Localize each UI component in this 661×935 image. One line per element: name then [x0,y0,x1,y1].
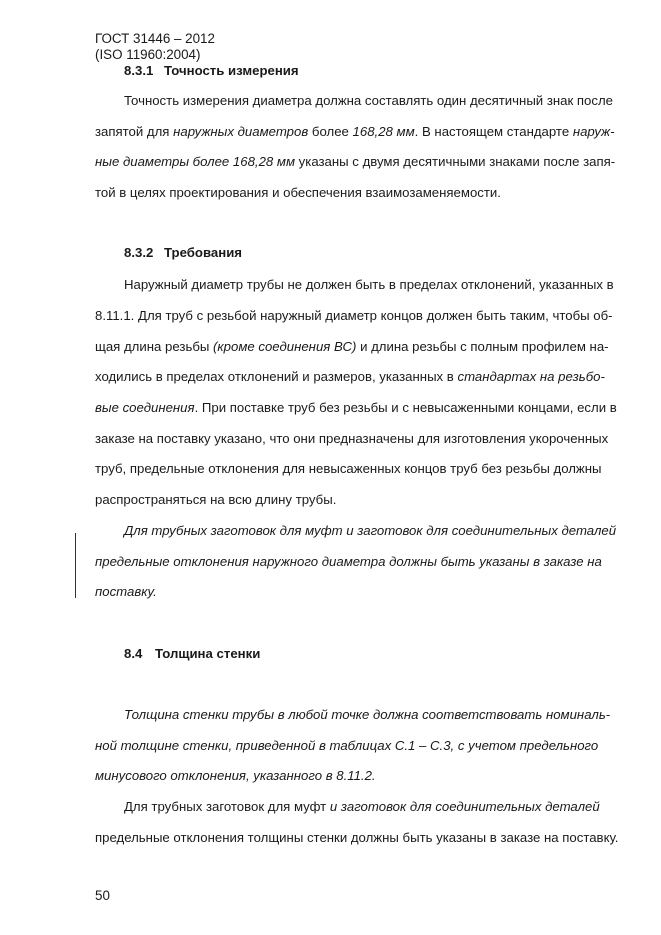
section-heading-8-3-1 [124,62,299,80]
section-number: 8.3.2 [124,245,154,260]
section-title: Требования [164,245,243,260]
paragraph-line: предельные отклонения толщины стенки должны быть указаны в заказе на поставку. [95,830,619,845]
paragraph-line: Наружный диаметр трубы не должен быть в пределах отклонений, указанных в [124,277,614,292]
section-number: 8.3.1 [124,63,154,78]
paragraph-line: минусового отклонения, указанного в 8.11.2. [95,768,376,783]
section-heading-8-3-2 [124,244,242,262]
paragraph-line: Для трубных заготовок для муфт и заготовок для соединительных деталей [124,523,617,538]
paragraph-line: 8.11.1. Для труб с резьбой наружный диаметр концов должен быть таким, чтобы об- [95,308,613,323]
paragraph-line: труб, предельные отклонения для невысаженных концов труб без резьбы должны [95,461,602,476]
paragraph-line: распространяться на всю длину трубы. [95,492,337,507]
paragraph-line: той в целях проектирования и обеспечения взаимозаменяемости. [95,185,501,200]
paragraph-line: ной толщине стенки, приведенной в таблицах С.1 – С.3, с учетом предельного [95,738,599,753]
paragraph-line: щая длина резьбы (кроме соединения ВС) и длина резьбы с полным профилем на- [95,339,609,354]
paragraph-line: ходились в пределах отклонений и размеров, указанных в стандартах на резьбо- [95,369,605,384]
paragraph-line: Для трубных заготовок для муфт и заготовок для соединительных деталей [124,799,600,814]
paragraph-line: запятой для наружных диаметров более 168,28 мм. В настоящем стандарте наруж- [95,124,615,139]
paragraph-line: ные диаметры более 168,28 мм указаны с двумя десятичными знаками после запя- [95,154,616,169]
standard-designation: ГОСТ 31446 – 2012 [95,31,215,46]
change-bar [75,533,76,598]
iso-reference: (ISO 11960:2004) [95,47,201,62]
section-title: Точность измерения [164,63,299,78]
paragraph-line: поставку. [95,584,157,599]
paragraph-line: вые соединения. При поставке труб без резьбы и с невысаженными концами, если в [95,400,617,415]
section-title: Толщина стенки [155,646,261,661]
paragraph-line: Точность измерения диаметра должна составлять один десятичный знак после [124,93,614,108]
paragraph-line: заказе на поставку указано, что они предназначены для изготовления укороченных [95,431,609,446]
paragraph-line: предельные отклонения наружного диаметра должны быть указаны в заказе на [95,554,602,569]
page-number: 50 [95,888,110,903]
section-number: 8.4 [124,646,143,661]
paragraph-line: Толщина стенки трубы в любой точке должна соответствовать номиналь- [124,707,611,722]
section-heading-8-4 [124,645,260,663]
